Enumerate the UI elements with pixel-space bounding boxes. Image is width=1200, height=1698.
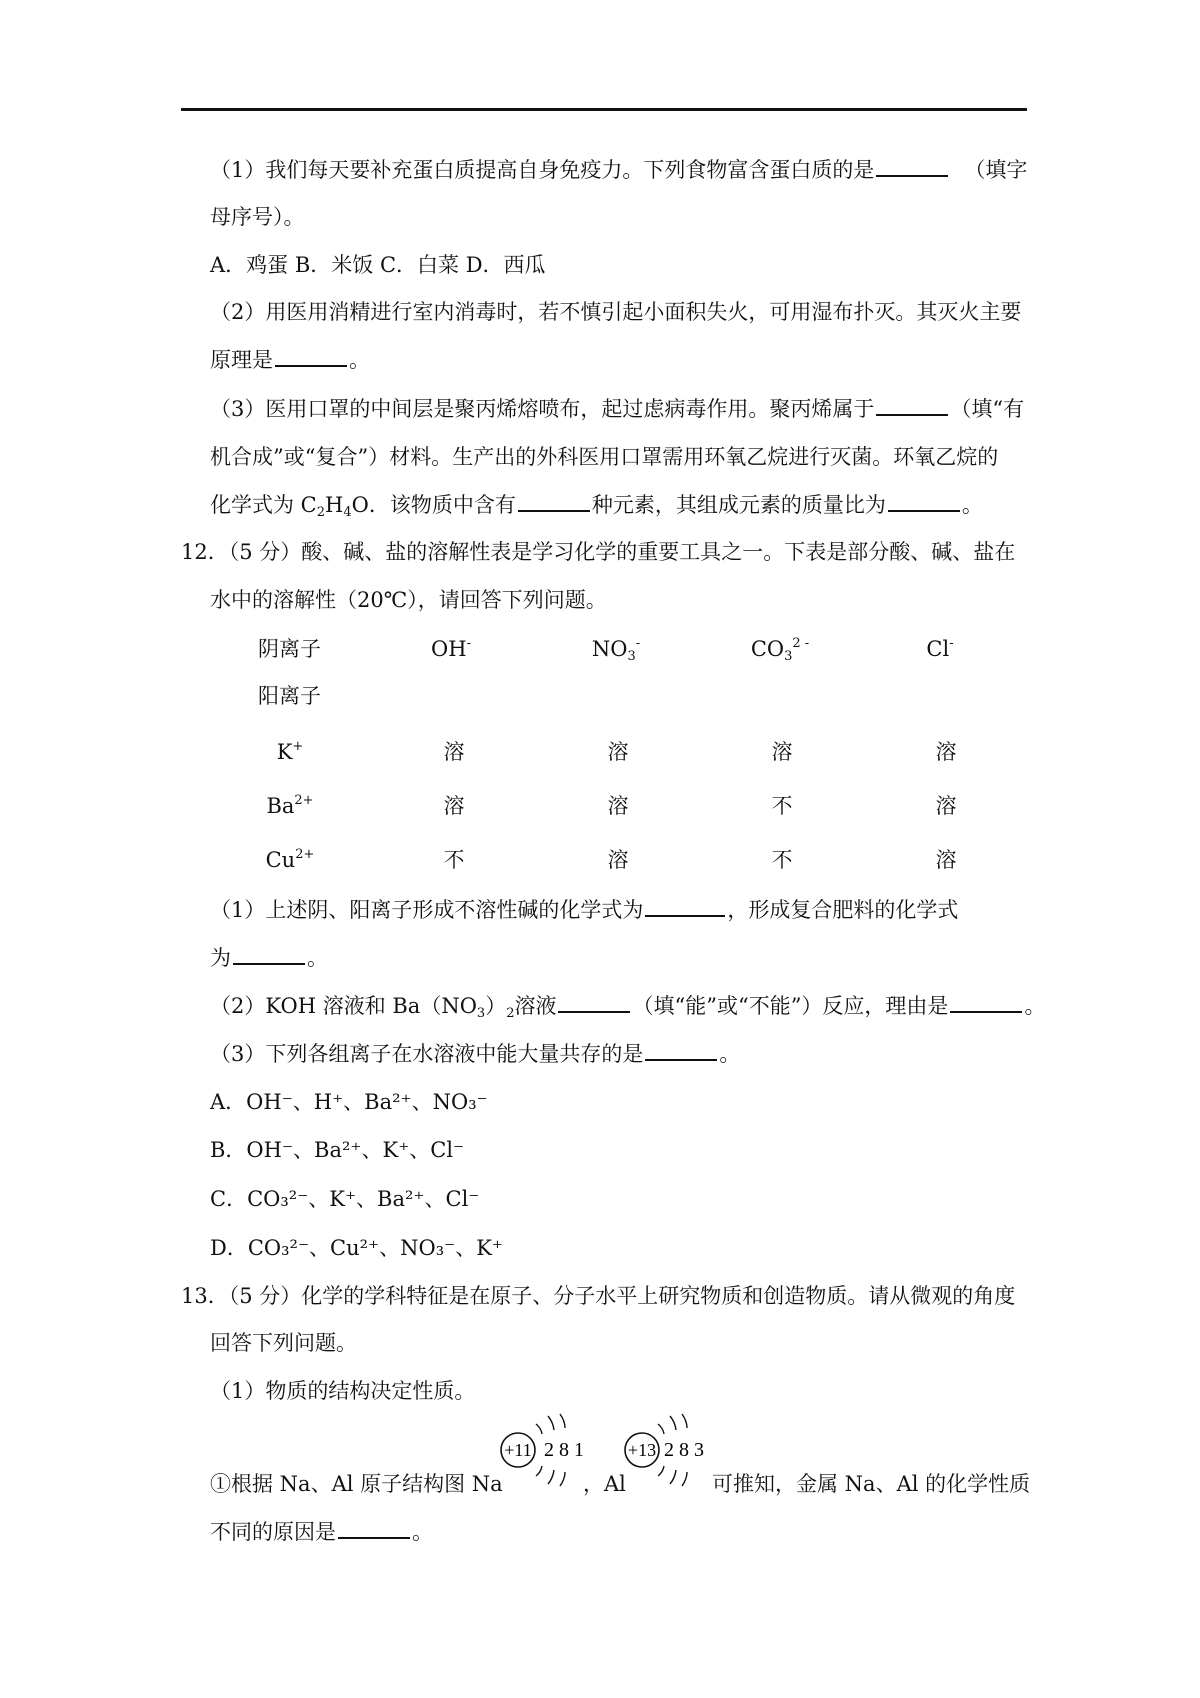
q13-part1: （1）物质的结构决定性质。 — [210, 1379, 476, 1403]
table-cell: 不 — [771, 848, 793, 872]
text: 为 — [210, 946, 231, 970]
cation-cu: $Cu^{2+}$ — [265, 847, 315, 872]
q13-structure-line2 — [210, 1518, 433, 1546]
na-shell-arcs-bottom — [536, 1466, 565, 1486]
anion-header-label: 阴离子 — [258, 637, 321, 661]
na-atom-structure-diagram — [496, 1410, 596, 1490]
table-cell: 溶 — [607, 848, 629, 872]
al-shell-arcs-top — [658, 1414, 687, 1434]
table-cell: 溶 — [443, 794, 465, 818]
anion-no3: $NO_3^-$ — [591, 636, 641, 664]
al-shell-arcs-bottom — [658, 1466, 687, 1486]
q12-option-d: D．CO₃²⁻、Cu²⁺、NO₃⁻、K⁺ — [210, 1236, 504, 1260]
table-cell: 不 — [771, 794, 793, 818]
q12-intro-line1: 12．（5 分）酸、碱、盐的溶解性表是学习化学的重要工具之一。下表是部分酸、碱、盐在 — [181, 540, 1016, 564]
table-cell: 溶 — [935, 740, 957, 764]
text: （3）医用口罩的中间层是聚丙烯熔喷布，起过虑病毒作用。聚丙烯属于 — [210, 397, 875, 421]
text: （2）KOH 溶液和 Ba（NO — [210, 994, 477, 1018]
answer-blank[interactable] — [275, 347, 347, 367]
answer-blank[interactable] — [518, 492, 590, 512]
text: （填“有 — [950, 397, 1025, 421]
table-cell: 溶 — [935, 848, 957, 872]
q11-part2-line1: （2）用医用消精进行室内消毒时，若不慎引起小面积失火，可用湿布扑灭。其灭火主要 — [210, 300, 1022, 324]
text: 。 — [719, 1042, 741, 1066]
q11-part3-line1 — [210, 395, 1024, 423]
subscript: 4 — [343, 505, 352, 520]
table-cell: 不 — [443, 848, 465, 872]
q12-option-a: A．OH⁻、H⁺、Ba²⁺、NO₃⁻ — [210, 1090, 488, 1114]
q13-intro-line1: 13．（5 分）化学的学科特征是在原子、分子水平上研究物质和创造物质。请从微观的角度 — [181, 1284, 1016, 1308]
text: O．该物质中含有 — [351, 493, 516, 517]
al-shell-numbers: 2 8 3 — [664, 1439, 704, 1461]
answer-blank[interactable] — [645, 1041, 717, 1061]
table-cell: 溶 — [771, 740, 793, 764]
q12-part2: （2）KOH 溶液和 $Ba(NO_3)_2$溶液 （填“能”或“不能”）反应，理由是 。 — [210, 994, 1046, 1021]
table-cell: 溶 — [443, 740, 465, 764]
q11-part3-line2: 机合成”或“复合”）材料。生产出的外科医用口罩需用环氧乙烷进行灭菌。环氧乙烷的 — [210, 445, 999, 469]
q12-part3 — [210, 1040, 740, 1068]
answer-blank[interactable] — [338, 1519, 410, 1539]
q11-part3-line3 — [210, 491, 983, 519]
answer-blank[interactable] — [233, 945, 305, 965]
header-rule — [181, 108, 1027, 111]
answer-blank[interactable] — [558, 993, 630, 1013]
q13-structure-line1 — [210, 1470, 503, 1498]
answer-blank[interactable] — [876, 396, 948, 416]
text: （1）上述阴、阳离子形成不溶性碱的化学式为 — [210, 898, 644, 922]
q13-structure-al-label: ，Al — [583, 1472, 626, 1496]
text: 。 — [961, 493, 983, 517]
q12-intro-line2: 水中的溶解性（20℃），请回答下列问题。 — [210, 588, 607, 612]
table-cell: 溶 — [607, 740, 629, 764]
anion-cl: Cl- — [926, 636, 954, 661]
text: （填“能”或“不能”）反应，理由是 — [632, 994, 949, 1018]
text: ） — [485, 994, 507, 1018]
subscript: 2 — [316, 505, 326, 520]
answer-blank[interactable] — [950, 993, 1022, 1013]
q11-part1-options: A．鸡蛋 B．米饭 C．白菜 D．西瓜 — [210, 253, 546, 277]
answer-blank[interactable] — [645, 897, 725, 917]
answer-blank[interactable] — [888, 492, 960, 512]
q11-part1-line1 — [210, 156, 1027, 184]
text: 。 — [1024, 994, 1046, 1018]
q12-option-b: B．OH⁻、Ba²⁺、K⁺、Cl⁻ — [210, 1138, 465, 1162]
text: ①根据 Na、Al 原子结构图 Na — [210, 1472, 503, 1496]
text: 种元素，其组成元素的质量比为 — [591, 493, 886, 517]
na-shell-arcs-top — [536, 1414, 565, 1434]
q11-part2-line2 — [210, 346, 370, 374]
al-atom-structure-diagram — [620, 1410, 720, 1490]
cation-ba: $Ba^{2+}$ — [266, 793, 314, 818]
al-nucleus-label: +13 — [627, 1440, 657, 1460]
text: 。 — [349, 348, 370, 372]
q13-structure-line1-end: 可推知，金属 Na、Al 的化学性质 — [712, 1472, 1031, 1496]
text: 化学式为 C — [210, 493, 317, 517]
text: （3）下列各组离子在水溶液中能大量共存的是 — [210, 1042, 644, 1066]
q13-intro-line2: 回答下列问题。 — [210, 1331, 357, 1355]
na-shell-numbers: 2 8 1 — [544, 1439, 584, 1461]
text: 溶液 — [514, 994, 557, 1018]
q12-part1-line1 — [210, 896, 958, 924]
q12-option-c: C．CO₃²⁻、K⁺、Ba²⁺、Cl⁻ — [210, 1187, 480, 1211]
q11-part1-line2: 母序号）。 — [210, 205, 305, 229]
na-nucleus-label: +11 — [504, 1440, 532, 1460]
text: 原理是 — [210, 348, 273, 372]
text: 不同的原因是 — [210, 1520, 336, 1544]
table-cell: 溶 — [935, 794, 957, 818]
anion-co3: $CO_3^{2 -}$ — [750, 636, 810, 664]
cation-header-label: 阳离子 — [258, 684, 321, 708]
cation-k: K+ — [276, 739, 304, 764]
text: H — [325, 493, 344, 517]
table-cell: 溶 — [607, 794, 629, 818]
anion-oh: OH- — [431, 636, 471, 661]
answer-blank[interactable] — [876, 157, 948, 177]
text: （1）我们每天要补充蛋白质提高自身免疫力。下列食物富含蛋白质的是 — [210, 158, 875, 182]
q12-part1-line2 — [210, 944, 328, 972]
text: 。 — [307, 946, 328, 970]
text: 。 — [412, 1520, 433, 1544]
text: （填字 — [964, 158, 1028, 182]
text: ，形成复合肥料的化学式 — [727, 898, 959, 922]
